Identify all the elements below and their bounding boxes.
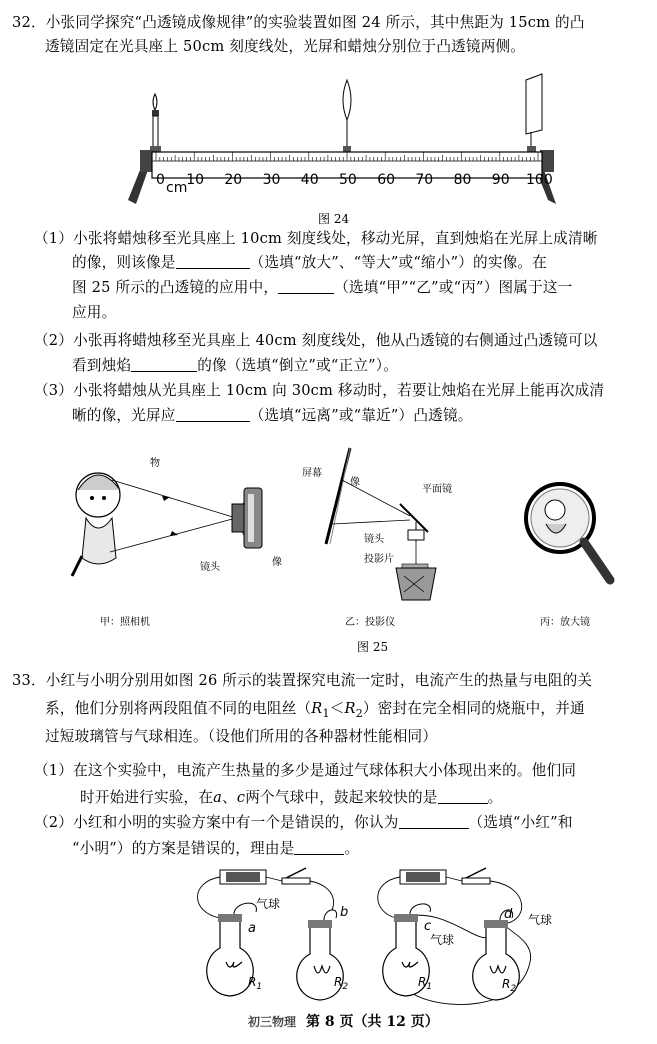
label-a: a [248,921,256,936]
bench-unit: cm [166,180,188,196]
camera-diagram [72,456,282,576]
q32-part1-line-1: （1）小张将蜡烛移至光具座上 10cm 刻度线处，移动光屏，直到烛焰在光屏上成清晰 [34,230,598,247]
bench-tick-label: 90 [491,172,510,188]
caption-magnifier: 丙：放大镜 [540,617,590,628]
label-projection-screen: 屏幕 [302,468,322,479]
q33-part2-line-2: “小明”）的方案是错误的，理由是 。 [72,840,360,857]
label-r2-right: $R_2$ [502,977,517,994]
label-plane-mirror: 平面镜 [422,484,452,495]
answer-blank-7[interactable] [294,840,344,855]
answer-blank-2[interactable] [278,279,334,294]
camera-icon [232,488,262,548]
doll-object-icon [72,473,120,576]
plane-mirror-icon [400,504,428,532]
q33-line-2: 系，他们分别将两段阻值不同的电阻丝$(R_1<R_2)$密封在完全相同的烧瓶中，并通 [45,700,585,720]
answer-blank-3[interactable] [131,357,197,372]
label-balloon-left: 气球 [256,897,281,911]
label-camera-lens: 镜头 [200,562,220,573]
label-projector-lens: 镜头 [364,534,384,545]
q33-line-3: 过短玻璃管与气球相连。（设他们所用的各种器材性能相同） [45,728,438,745]
label-projection-image: 像 [350,477,360,488]
bench-tick-label: 10 [186,172,205,188]
label-camera-image: 像 [272,557,282,568]
figure-24-optical-bench [118,72,558,222]
flask-r1-icon [207,914,254,996]
magnifying-glass-icon [526,484,610,580]
answer-blank-4[interactable] [176,407,250,422]
projection-screen-icon [326,448,350,544]
q32-part3-line-2: 晰的像，光屏应 （选填“远离”或“靠近”）凸透镜。 [72,407,473,424]
label-balloon-c: 气球 [430,933,455,947]
caption-camera: 甲：照相机 [100,617,150,628]
bench-tick-label: 40 [300,172,319,188]
projector-body-icon [396,568,436,600]
projector-lens-icon [408,530,424,540]
bench-tick-label: 60 [377,172,396,188]
bench-tick-label: 0 [156,172,165,188]
magnifier-diagram [526,484,610,580]
label-r1-left: $R_1$ [248,975,263,992]
projector-diagram [302,448,452,600]
bench-tick-label: 70 [415,172,434,188]
candle-icon [150,94,161,152]
light-screen-icon [526,74,542,152]
answer-blank-5[interactable] [438,789,488,804]
q33-part2-line-1: （2）小红和小明的实验方案中有一个是错误的，你认为 （选填“小红”和 [34,814,573,831]
bench-tick-label: 30 [262,172,281,188]
answer-blank-1[interactable] [176,254,250,269]
q33-part1-line-2: 时开始进行实验，在a、c两个气球中，鼓起来较快的是 。 [80,789,503,806]
q33-part1-line-1: （1）在这个实验中，电流产生热量的多少是通过气球体积大小体现出来的。他们同 [34,762,577,779]
apparatus-xiaoming [378,868,552,1004]
page-footer [248,1011,439,1031]
bench-tick-label: 20 [224,172,243,188]
apparatus-xiaohong [198,868,349,1000]
bench-tick-label: 80 [453,172,472,188]
page-number: 第 8 页（共 12 页） [306,1014,439,1030]
q32-part1-line-4: 应用。 [72,304,117,321]
balloon-a-icon [234,903,256,914]
q32-part3-line-1: （3）小张将蜡烛从光具座上 10cm 向 30cm 移动时，若要让烛焰在光屏上能再次成清 [34,382,605,399]
figure-26-heating-apparatus [190,862,570,1008]
label-d: d [504,907,513,922]
figure-25-lens-applications [50,440,620,630]
balloon-c-icon [410,904,430,914]
q33-line-1: 33．小红与小明分别用如图 26 所示的装置探究电流一定时，电流产生的热量与电阻的关 [12,672,593,689]
label-object: 物 [150,458,160,469]
q32-line-1: 32．小张同学探究“凸透镜成像规律”的实验装置如图 24 所示，其中焦距为 15cm 的凸 [12,14,585,31]
label-c: c [424,919,432,934]
switch-icon [462,868,490,884]
battery-icon [400,870,446,884]
balloon-b-icon [324,910,337,920]
q32-part1-line-2: 的像，则该像是 （选填“放大”、“等大”或“缩小”）的实像。在 [72,254,548,271]
caption-projector: 乙：投影仪 [345,617,395,628]
bench-tick-label: 50 [339,172,357,188]
footer-subject: 初三物理 [248,1015,297,1029]
bench-tick-label: 100 [526,172,553,188]
answer-blank-6[interactable] [399,814,469,829]
q32-line-2: 透镜固定在光具座上 50cm 刻度线处，光屏和蜡烛分别位于凸透镜两侧。 [45,38,526,55]
label-slide: 投影片 [364,554,394,565]
figure-25-caption: 图 25 [357,640,389,654]
label-r1-right: $R_1$ [418,975,433,992]
convex-lens-icon [343,80,351,152]
label-r2-left: $R_2$ [334,975,349,992]
battery-icon [220,870,266,884]
figure-24-caption: 图 24 [318,212,350,226]
q32-part2-line-2: 看到烛焰 的像（选填“倒立”或“正立”）。 [72,357,399,374]
q32-part2-line-1: （2）小张再将蜡烛移至光具座上 40cm 刻度线处，他从凸透镜的右侧通过凸透镜可以 [34,332,598,349]
label-balloon-d: 气球 [528,913,553,927]
q32-part1-line-3: 图 25 所示的凸透镜的应用中， （选填“甲”“乙”或“丙”）图属于这一 [72,279,573,296]
switch-icon [282,868,310,884]
label-b: b [340,905,349,920]
